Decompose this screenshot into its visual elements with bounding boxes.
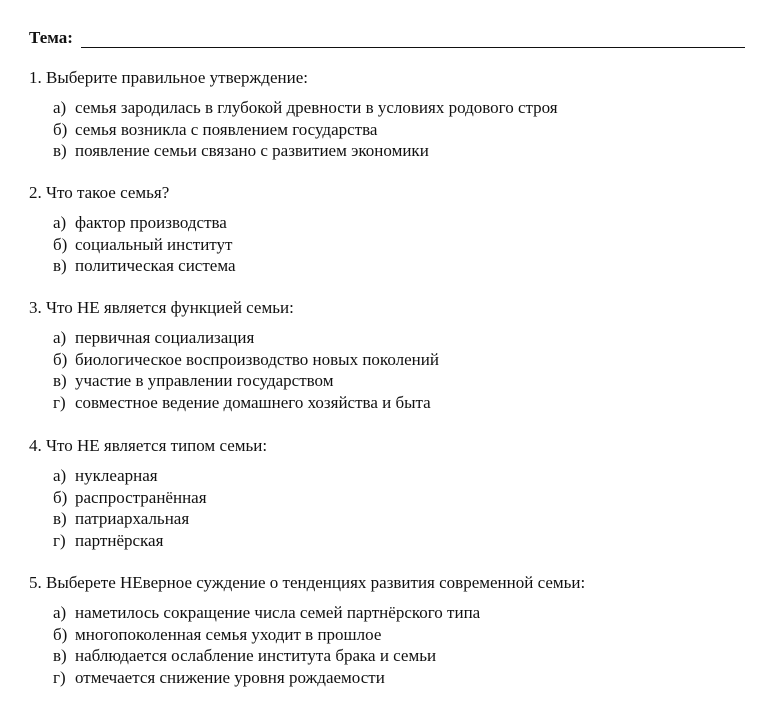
answer-option xyxy=(53,349,749,371)
topic-label: Тема: xyxy=(29,28,73,47)
answer-option xyxy=(53,370,749,392)
answer-option xyxy=(53,212,749,234)
answer-options xyxy=(53,327,749,413)
question-title: 4. Что НЕ является типом семьи: xyxy=(29,436,268,455)
question-2 xyxy=(29,183,749,277)
option-text: фактор производства xyxy=(75,213,227,232)
answer-option xyxy=(53,667,749,689)
option-text: отмечается снижение уровня рождаемости xyxy=(75,667,385,687)
option-letter: в) xyxy=(53,509,67,528)
option-text: патриархальная xyxy=(75,509,190,528)
answer-option xyxy=(53,530,749,552)
option-text: совместное ведение домашнего хозяйства и быта xyxy=(75,392,431,412)
option-letter: а) xyxy=(53,328,67,347)
topic-row xyxy=(29,26,745,48)
answer-option xyxy=(53,97,749,119)
option-letter: г) xyxy=(53,392,66,412)
answer-option xyxy=(53,140,749,162)
option-letter: б) xyxy=(53,349,68,369)
option-letter: в) xyxy=(53,371,67,390)
option-letter: в) xyxy=(53,141,67,160)
option-text: распространённая xyxy=(75,487,207,507)
option-letter: б) xyxy=(53,234,68,254)
answer-options xyxy=(53,212,749,277)
answer-option xyxy=(53,392,749,414)
option-text: наметилось сокращение числа семей партнёрского типа xyxy=(75,603,481,622)
question-4 xyxy=(29,436,749,551)
answer-option xyxy=(53,465,749,487)
answer-option xyxy=(53,508,749,530)
answer-options xyxy=(53,97,749,162)
option-text: семья зародилась в глубокой древности в условиях родового строя xyxy=(75,98,558,117)
answer-option xyxy=(53,255,749,277)
answer-option xyxy=(53,645,749,667)
option-text: партнёрская xyxy=(75,530,164,550)
option-text: появление семьи связано с развитием экономики xyxy=(75,141,429,160)
option-text: участие в управлении государством xyxy=(75,371,334,390)
option-letter: г) xyxy=(53,667,66,687)
option-letter: а) xyxy=(53,603,67,622)
answer-option xyxy=(53,602,749,624)
answer-option xyxy=(53,327,749,349)
question-1 xyxy=(29,68,749,162)
question-title: 5. Выберете НЕверное суждение о тенденциях развития современной семьи: xyxy=(29,573,586,592)
option-letter: а) xyxy=(53,213,67,232)
option-letter: б) xyxy=(53,624,68,644)
option-letter: б) xyxy=(53,119,68,139)
option-text: наблюдается ослабление института брака и семьи xyxy=(75,646,437,665)
option-letter: а) xyxy=(53,466,67,485)
option-text: политическая система xyxy=(75,256,236,275)
question-title: 3. Что НЕ является функцией семьи: xyxy=(29,298,294,317)
answer-option xyxy=(53,487,749,509)
answer-option xyxy=(53,119,749,141)
answer-option xyxy=(53,234,749,256)
question-3 xyxy=(29,298,749,413)
option-letter: в) xyxy=(53,256,67,275)
option-letter: а) xyxy=(53,98,67,117)
option-text: многопоколенная семья уходит в прошлое xyxy=(75,624,382,644)
question-title: 2. Что такое семья? xyxy=(29,183,170,202)
question-title: 1. Выберите правильное утверждение: xyxy=(29,68,308,87)
option-text: первичная социализация xyxy=(75,328,255,347)
option-letter: б) xyxy=(53,487,68,507)
question-5 xyxy=(29,573,749,688)
option-text: семья возникла с появлением государства xyxy=(75,119,378,139)
topic-fill-line xyxy=(81,29,745,48)
answer-option xyxy=(53,624,749,646)
option-text: нуклеарная xyxy=(75,466,158,485)
option-text: социальный институт xyxy=(75,234,233,254)
option-text: биологическое воспроизводство новых поколений xyxy=(75,349,439,369)
answer-options xyxy=(53,602,749,688)
option-letter: г) xyxy=(53,530,66,550)
option-letter: в) xyxy=(53,646,67,665)
answer-options xyxy=(53,465,749,551)
